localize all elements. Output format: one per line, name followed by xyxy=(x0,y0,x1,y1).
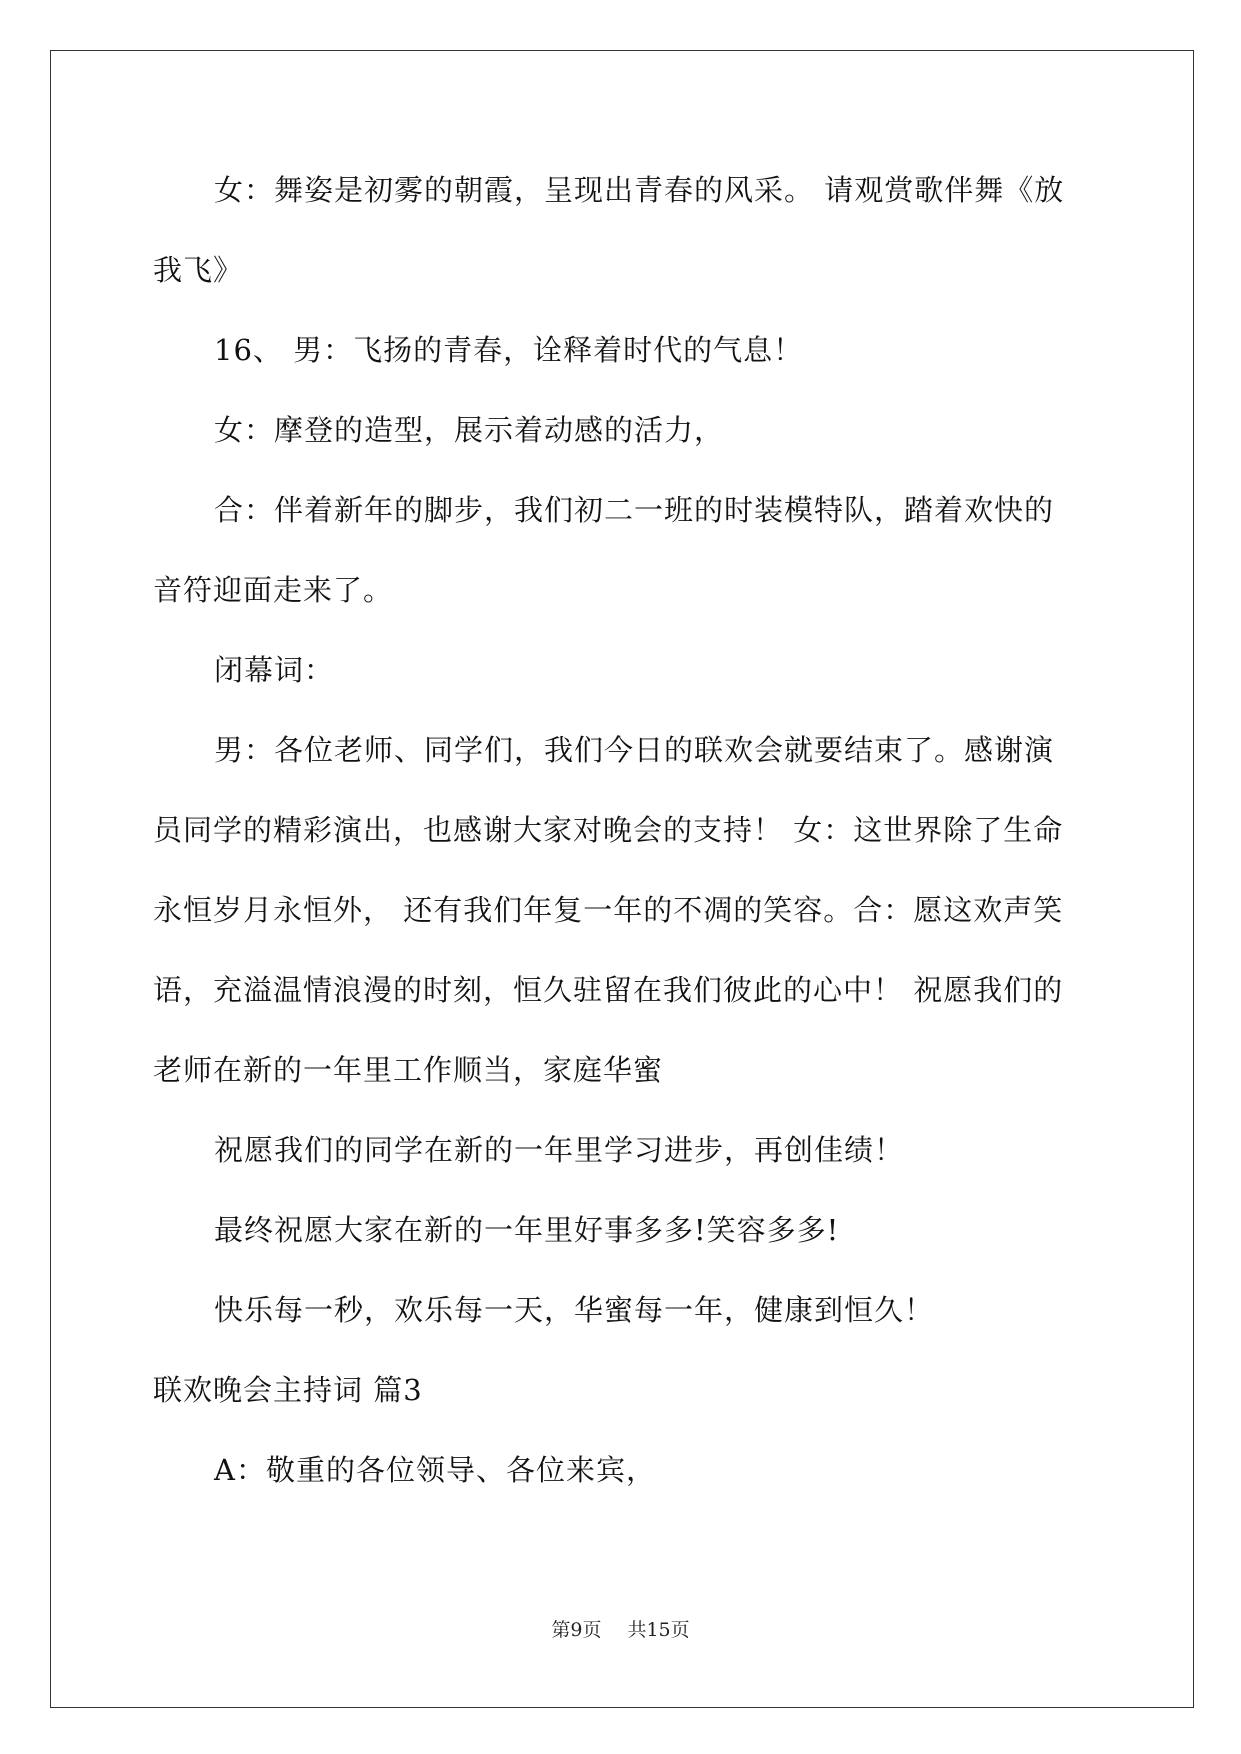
paragraph-line: 永恒岁月永恒外， 还有我们年复一年的不凋的笑容。合：愿这欢声笑 xyxy=(153,893,1064,927)
paragraph-line: 员同学的精彩演出，也感谢大家对晚会的支持！ 女：这世界除了生命 xyxy=(153,813,1064,847)
page-footer xyxy=(0,1617,1241,1643)
paragraph-line: A：敬重的各位领导、各位来宾， xyxy=(214,1453,656,1487)
paragraph-line: 16、 男：飞扬的青春，诠释着时代的气息！ xyxy=(214,333,804,367)
paragraph-line: 我飞》 xyxy=(153,253,244,287)
paragraph-line: 快乐每一秒，欢乐每一天，华蜜每一年，健康到恒久！ xyxy=(214,1293,935,1327)
paragraph-line: 最终祝愿大家在新的一年里好事多多!笑容多多! xyxy=(214,1213,840,1247)
page-total: 共15页 xyxy=(627,1619,690,1641)
section-title: 联欢晚会主持词 篇3 xyxy=(153,1373,423,1407)
page-number: 第9页 xyxy=(551,1619,602,1641)
paragraph-line: 女：舞姿是初雾的朝霞，呈现出青春的风采。 请观赏歌伴舞《放 xyxy=(214,173,1065,207)
paragraph-line: 女：摩登的造型，展示着动感的活力， xyxy=(214,413,725,447)
paragraph-line: 合：伴着新年的脚步，我们初二一班的时装模特队，踏着欢快的 xyxy=(214,493,1055,527)
paragraph-line: 语，充溢温情浪漫的时刻，恒久驻留在我们彼此的心中！ 祝愿我们的 xyxy=(153,973,1064,1007)
paragraph-line: 男：各位老师、同学们，我们今日的联欢会就要结束了。感谢演 xyxy=(214,733,1055,767)
paragraph-line: 老师在新的一年里工作顺当，家庭华蜜 xyxy=(153,1053,664,1087)
section-heading: 闭幕词： xyxy=(214,653,335,687)
paragraph-line: 音符迎面走来了。 xyxy=(153,573,394,607)
paragraph-line: 祝愿我们的同学在新的一年里学习进步，再创佳绩！ xyxy=(214,1133,905,1167)
